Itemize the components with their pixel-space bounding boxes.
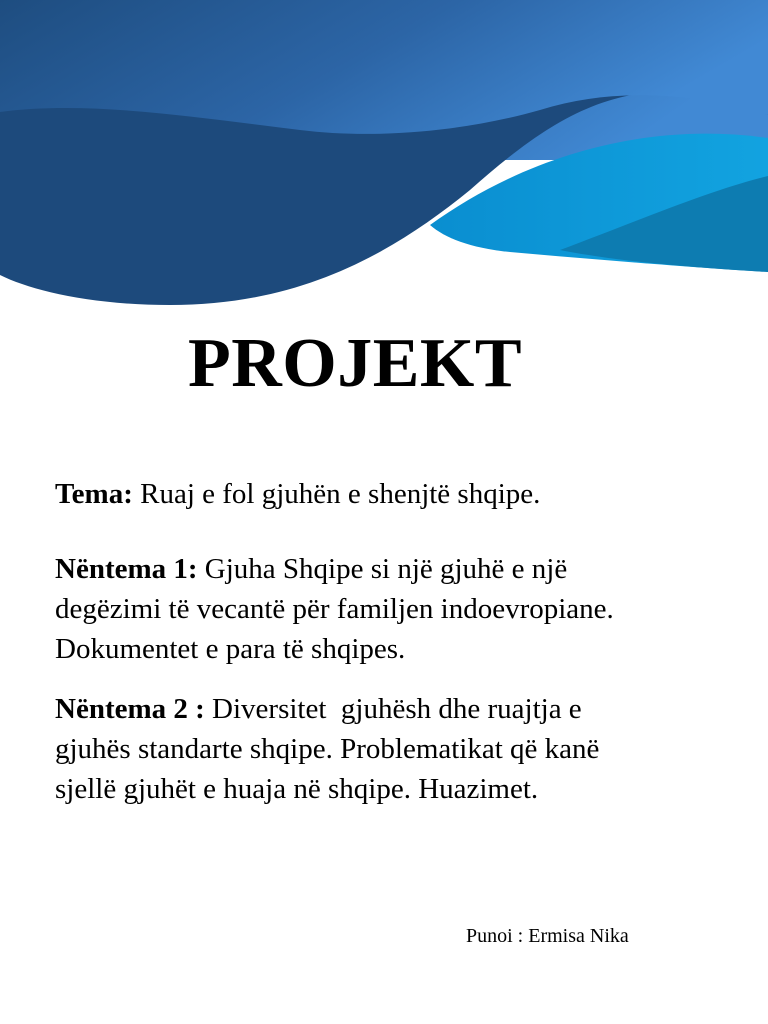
tema-paragraph xyxy=(55,474,735,514)
nentema1-line2: degëzimi të vecantë për familjen indoevropiane. xyxy=(55,593,614,625)
document-body xyxy=(55,474,735,809)
document-title: PROJEKT xyxy=(187,325,523,402)
nentema1-paragraph xyxy=(55,549,735,669)
nentema2-paragraph xyxy=(55,689,735,809)
nentema2-line3: sjellë gjuhët e huaja në shqipe. Huazimet. xyxy=(55,773,539,805)
nentema2-line2: gjuhës standarte shqipe. Problematikat që kanë xyxy=(55,733,600,765)
header-wave-graphic xyxy=(0,0,768,320)
author-signature: Punoi : Ermisa Nika xyxy=(466,925,629,947)
nentema2-line1: Diversitet gjuhësh dhe ruajtja e xyxy=(212,693,582,725)
nentema1-line3: Dokumentet e para të shqipes. xyxy=(55,633,406,665)
tema-text: Ruaj e fol gjuhën e shenjtë shqipe. xyxy=(140,478,541,510)
nentema2-label: Nëntema 2 : xyxy=(55,693,205,725)
nentema1-line1: Gjuha Shqipe si një gjuhë e një xyxy=(204,553,568,585)
tema-label: Tema: xyxy=(55,478,133,510)
nentema1-label: Nëntema 1: xyxy=(55,553,198,585)
